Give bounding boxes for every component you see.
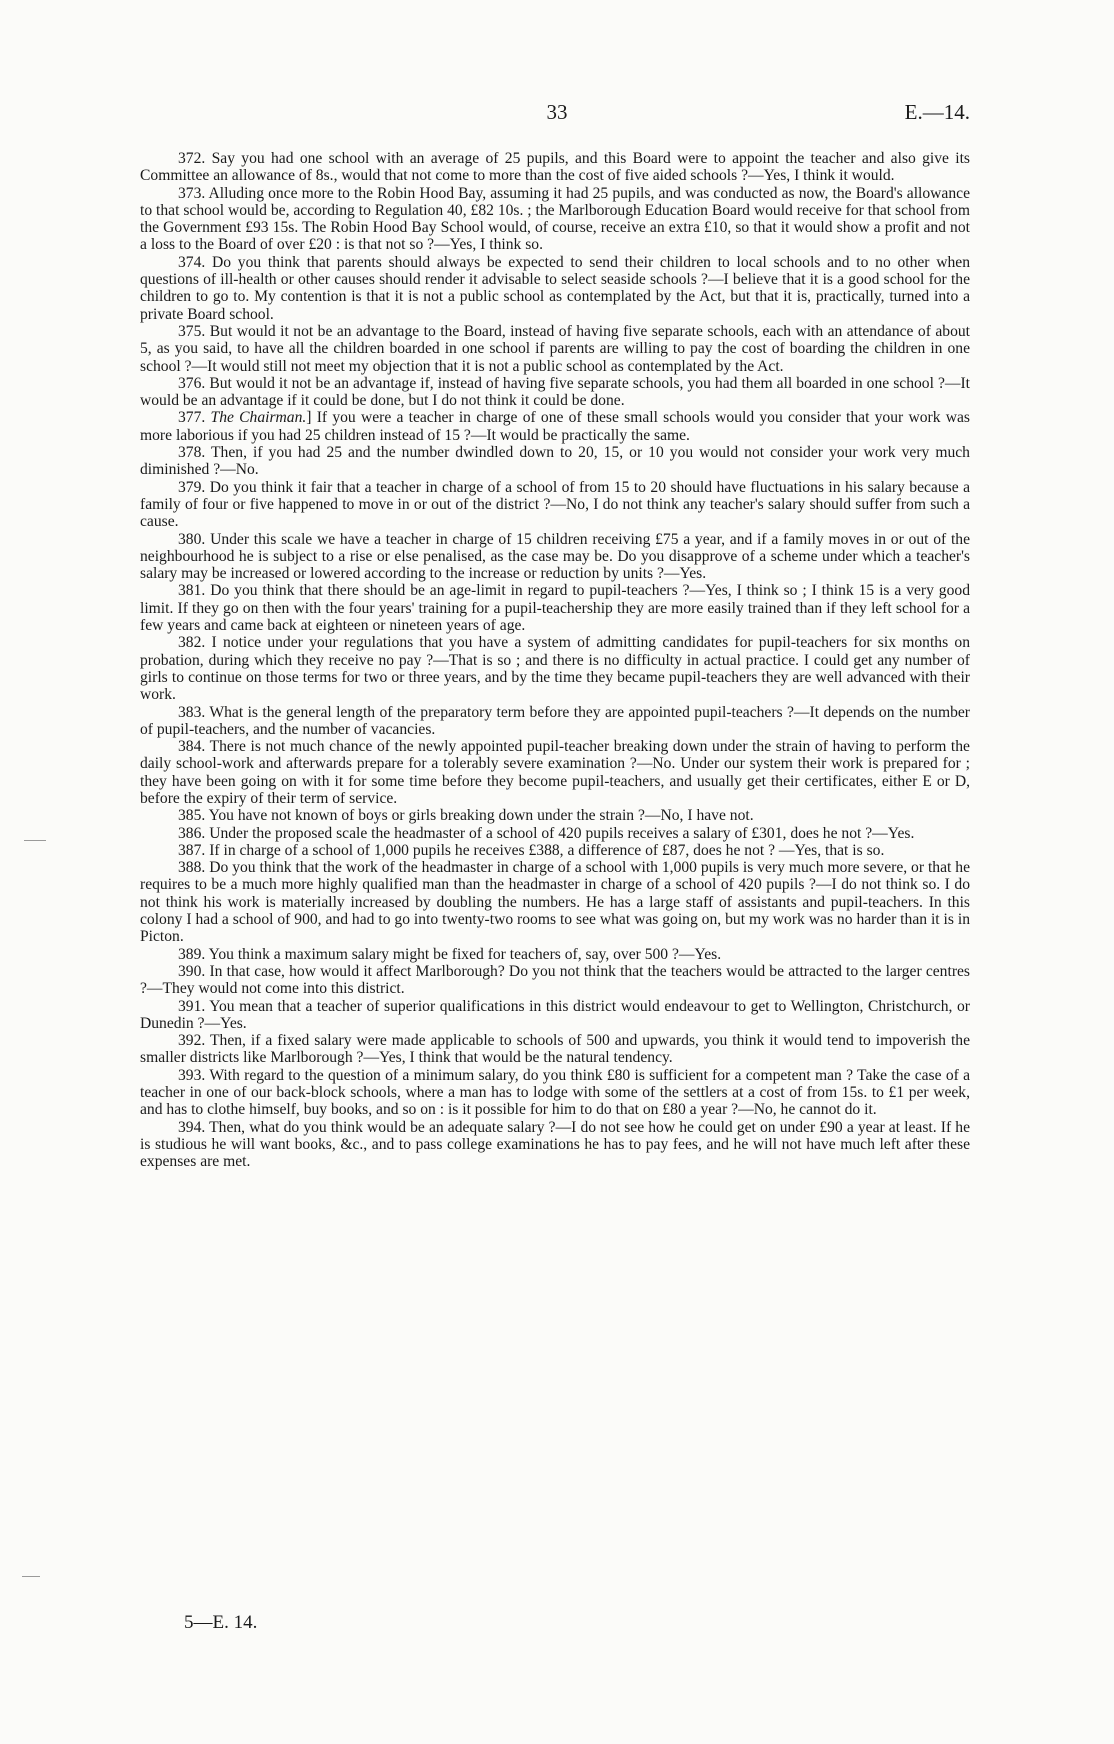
paragraph-393: 393. With regard to the question of a minimum salary, do you think £80 is sufficient for a competent man ? Take the case of a teacher in one of our back-block schools, where a man has to lodge with some of the settlers at a cost of from 15s. to £1 per week, and has to clothe himself, buy books, and so on : is it possible for him to do that on £80 a year ?—No, he cannot do it. — [140, 1066, 971, 1119]
paragraph-386: 386. Under the proposed scale the headmaster of a school of 420 pupils receives a salary of £301, does he not ?—Yes. — [178, 824, 915, 842]
speaker-name: The Chairman. — [210, 409, 307, 427]
paragraph-379: 379. Do you think it fair that a teacher in charge of a school of from 15 to 20 should have fluctuations in his salary because a family of four or five happened to move in or out of the district ?—No, I do not think any teacher's salary should suffer from such a cause. — [140, 478, 970, 531]
paragraph-390: 390. In that case, how would it affect Marlborough? Do you not think that the teachers would be attracted to the larger centres ?—They would not come into this district. — [140, 962, 970, 998]
paragraph-384: 384. There is not much chance of the newly appointed pupil-teacher breaking down under the strain of having to perform the daily school-work and afterwards prepare for a tolerably severe examination ?—No. Under our system their work is prepared for ; they have been going on with it for some time before they become pupil-teachers, and usually get their certificates, either E or D, before the expiry of their term of service. — [140, 738, 970, 807]
paragraph-391: 391. You mean that a teacher of superior qualifications in this district would endeavour to get to Wellington, Christchurch, or Dunedin ?—Yes. — [140, 997, 970, 1032]
paragraph-394: 394. Then, what do you think would be an adequate salary ?—I do not see how he could get on under £90 a year at least. If he is studious he will want books, &c., and to pass college examinations he has to pay fees, and he will not have much left after these expenses are met. — [140, 1118, 970, 1171]
testimony-body — [140, 150, 970, 1171]
margin-mark — [24, 840, 46, 841]
page-number: 33 — [546, 100, 568, 124]
document-reference: E.—14. — [904, 100, 970, 124]
paragraph-388: 388. Do you think that the work of the headmaster in charge of a school with 1,000 pupils is very much more severe, or that he requires to be a much more highly qualified man than the headmaster in charge of a school of 420 pupils ?—I do not think so. I do not think his work is materially increased by doubling the numbers. He has a large staff of assistants and pupil-teachers. In this colony I had a school of 900, and had to go into twenty-two rooms to see what was going on, but my work was no harder than it is in Picton. — [140, 859, 970, 946]
paragraph-377: 377. The Chairman.] If you were a teacher in charge of one of these small schools would you consider that your work was more laborious if you had 25 children instead of 15 ?—It would be practically the same. — [140, 409, 970, 444]
paragraph-389: 389. You think a maximum salary might be fixed for teachers of, say, over 500 ?—Yes. — [178, 945, 722, 963]
paragraph-383: 383. What is the general length of the preparatory term before they are appointed pupil-teachers ?—It depends on the number of pupil-teachers, and the number of vacancies. — [140, 703, 971, 738]
paragraph-380: 380. Under this scale we have a teacher in charge of 15 children receiving £75 a year, and if a family moves in or out of the neighbourhood he is subject to a rise or else penalised, as the case may be. Do you disapprove of a scheme under which a teacher's salary may be increased or lowered according to the increase or reduction by units ?—Yes. — [140, 530, 971, 583]
margin-mark — [22, 1576, 40, 1577]
paragraph-392: 392. Then, if a fixed salary were made applicable to schools of 500 and upwards, you think it would tend to impoverish the smaller districts like Marlborough ?—Yes, I think that would be the natural tendency. — [140, 1032, 970, 1067]
paragraph-378: 378. Then, if you had 25 and the number dwindled down to 20, 15, or 10 you would not consider your work very much diminished ?—No. — [140, 444, 970, 479]
paragraph-381: 381. Do you think that there should be an age-limit in regard to pupil-teachers ?—Yes, I think so ; I think 15 is a very good limit. If they go on then with the four years' training for a pupil-teachership they are more easily trained than if they left school for a few years and came back at eighteen or nineteen years of age. — [140, 582, 970, 635]
paragraph-375: 375. But would it not be an advantage to the Board, instead of having five separate schools, each with an attendance of about 5, as you said, to have all the children boarded in one school if parents are willing to pay the cost of boarding the children in one school ?—It would still not meet my objection that it is not a public school as contemplated by the Act. — [140, 322, 970, 375]
paragraph-374: 374. Do you think that parents should always be expected to send their children to local schools and to no other when questions of ill-health or other causes should render it advisable to select seaside schools ?—I believe that it is a good school for the children to go to. My contention is that it is not a public school as contemplated by the Act, but that it is, practically, turned into a private Board school. — [140, 253, 970, 323]
signature-mark: 5—E. 14. — [184, 1612, 258, 1633]
paragraph-385: 385. You have not known of boys or girls breaking down under the strain ?—No, I have not. — [178, 807, 754, 825]
paragraph-376: 376. But would it not be an advantage if, instead of having five separate schools, you had them all boarded in one school ?—It would be an advantage if it could be done, but I do not think it could be done. — [140, 374, 970, 410]
paragraph-373: 373. Alluding once more to the Robin Hood Bay, assuming it had 25 pupils, and was conducted as now, the Board's allowance to that school would be, according to Regulation 40, £82 10s. ; the Marlborough Education Board would receive for that school from the Government £93 15s. The Robin Hood Bay School would, of course, receive an extra £10, so that it would show a profit and not a loss to the Board of over £20 : is that not so ?—Yes, I think so. — [140, 184, 970, 254]
paragraph-372: 372. Say you had one school with an average of 25 pupils, and this Board were to appoint the teacher and also give its Committee an allowance of 8s., would that not come to more than the cost of five aided schools ?—Yes, I think it would. — [140, 150, 970, 185]
paragraph-387: 387. If in charge of a school of 1,000 pupils he receives £388, a difference of £87, does he not ? —Yes, that is so. — [178, 841, 885, 859]
paragraph-382: 382. I notice under your regulations that you have a system of admitting candidates for pupil-teachers for six months on probation, during which they receive no pay ?—That is so ; and there is no difficulty in actual practice. I could get any number of girls to continue on those terms for two or three years, and by the time they became pupil-teachers they are well advanced with their work. — [140, 634, 970, 704]
